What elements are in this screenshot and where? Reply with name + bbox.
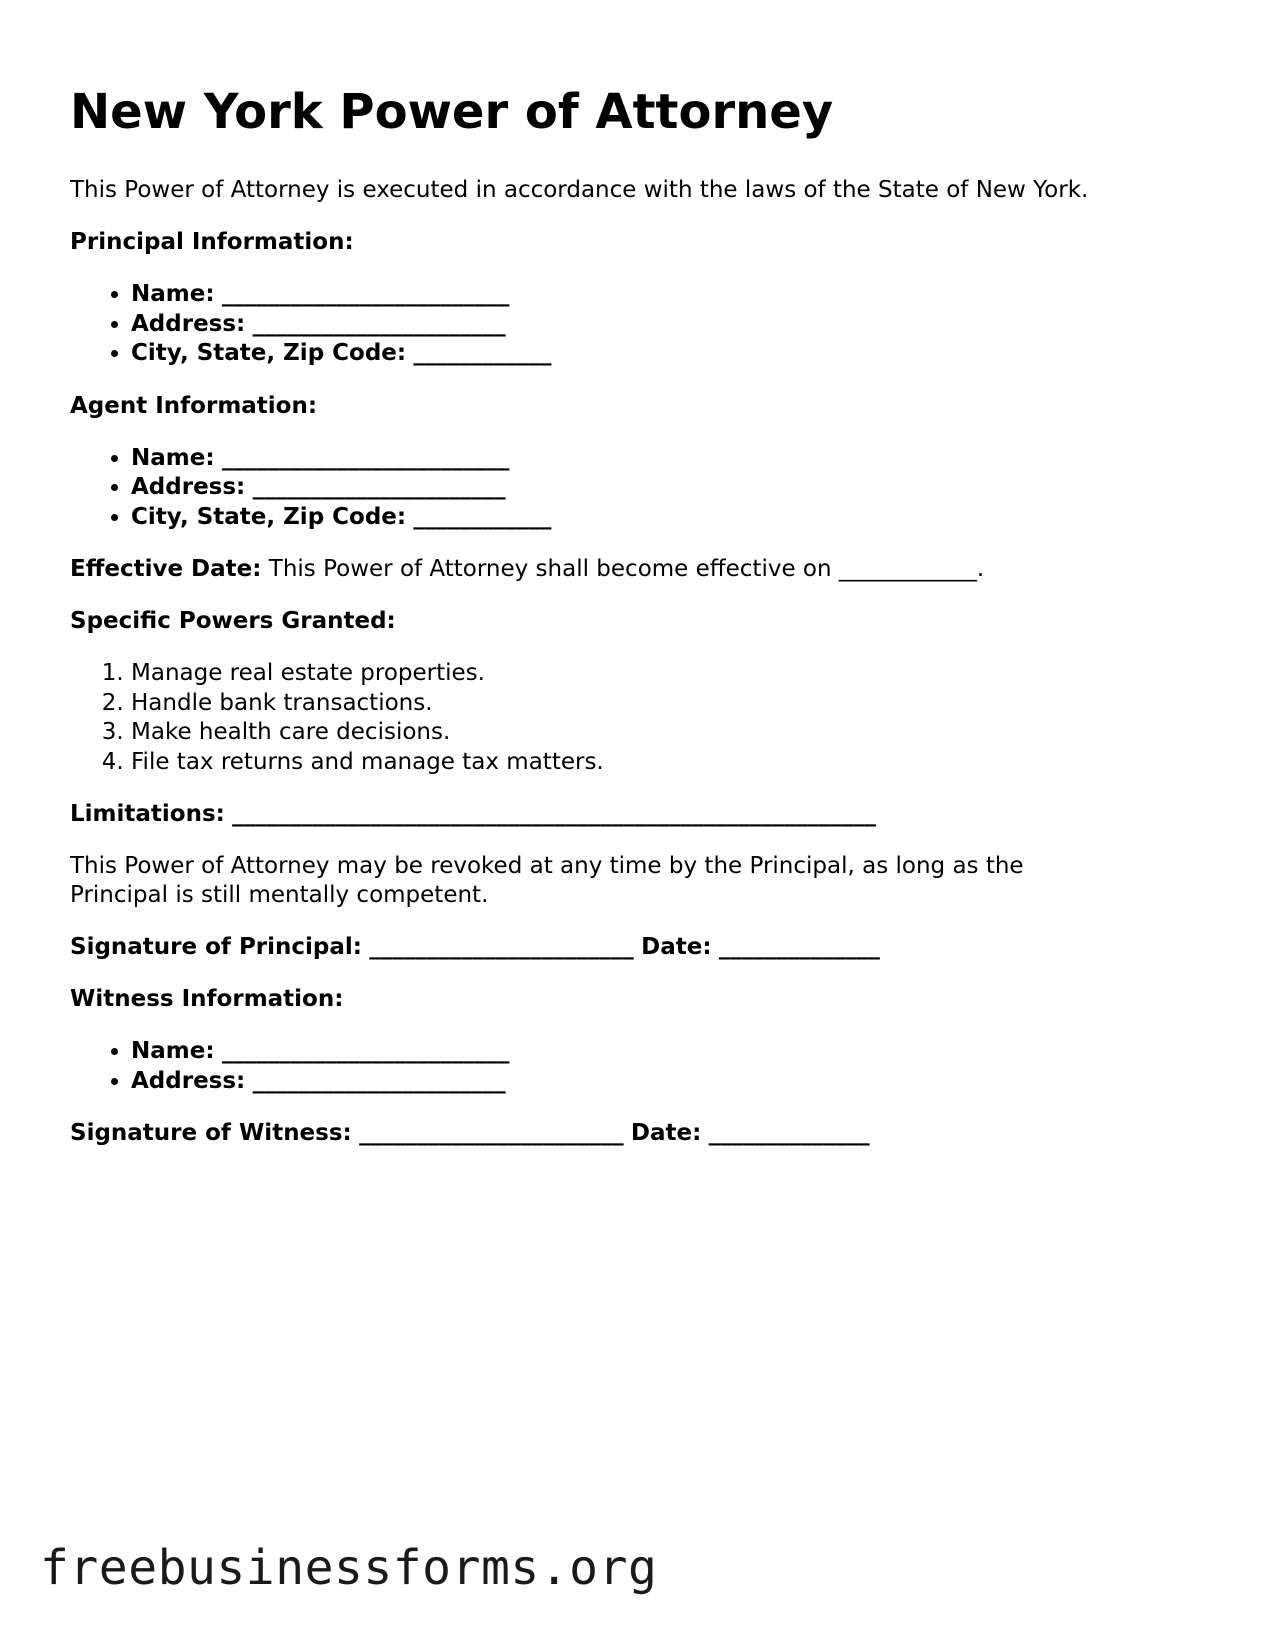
list-item	[131, 280, 1220, 310]
agent-city-label: City, State, Zip Code:	[131, 503, 407, 530]
witness-name-blank[interactable]: _________________________	[221, 1038, 510, 1064]
revocation-text: This Power of Attorney may be revoked at any time by the Principal, as long as the Principal is still mentally competent.	[70, 853, 1024, 908]
principal-city-label: City, State, Zip Code:	[131, 340, 407, 366]
principal-name-label: Name:	[131, 281, 215, 307]
site-watermark: freebusinessforms.org	[40, 1540, 658, 1596]
principal-address-label: Address:	[131, 310, 246, 337]
principal-date-label: Date:	[641, 934, 712, 960]
witness-info-list	[70, 1037, 1220, 1096]
agent-info-list	[70, 444, 1220, 533]
witness-signature-blank[interactable]: _______________________	[359, 1120, 624, 1146]
principal-heading: Principal Information:	[70, 229, 354, 255]
list-item	[131, 1037, 1220, 1067]
witness-date-label: Date:	[630, 1120, 702, 1146]
list-item: 3. Make health care decisions.	[131, 718, 1220, 748]
list-item	[131, 503, 1220, 533]
agent-city-blank[interactable]: ____________	[413, 503, 552, 530]
list-item	[131, 473, 1220, 503]
powers-list	[70, 659, 1220, 777]
agent-address-blank[interactable]: ______________________	[252, 474, 506, 500]
document-page	[70, 84, 1220, 1171]
list-item	[131, 1067, 1220, 1097]
effective-date-blank[interactable]: ____________	[838, 556, 977, 582]
agent-name-blank[interactable]: _________________________	[221, 444, 510, 471]
witness-signature-label: Signature of Witness:	[70, 1120, 352, 1146]
list-item: 1. Manage real estate properties.	[131, 659, 1220, 689]
limitations-line	[70, 800, 1220, 829]
agent-address-label: Address:	[131, 474, 246, 500]
witness-address-label: Address:	[131, 1067, 246, 1094]
witness-date-blank[interactable]: ______________	[708, 1120, 870, 1146]
principal-name-blank[interactable]: _________________________	[221, 281, 510, 307]
agent-name-label: Name:	[131, 444, 215, 471]
list-item	[131, 444, 1220, 474]
limitations-label: Limitations:	[70, 801, 225, 827]
intro-text: This Power of Attorney is executed in accordance with the laws of the State of New York.	[70, 177, 1089, 203]
witness-name-label: Name:	[131, 1038, 215, 1064]
effective-date-line	[70, 555, 1220, 584]
list-item	[131, 310, 1220, 340]
witness-address-blank[interactable]: ______________________	[252, 1067, 506, 1094]
effective-date-label: Effective Date:	[70, 556, 262, 582]
list-item: 4. File tax returns and manage tax matters.	[131, 748, 1220, 778]
principal-city-blank[interactable]: ____________	[413, 340, 552, 366]
principal-signature-blank[interactable]: _______________________	[369, 934, 634, 960]
powers-heading: Specific Powers Granted:	[70, 608, 396, 634]
witness-heading: Witness Information:	[70, 986, 344, 1012]
principal-signature-line	[70, 933, 1220, 962]
effective-date-period: .	[976, 556, 985, 582]
document-title: New York Power of Attorney	[70, 84, 834, 140]
principal-signature-label: Signature of Principal:	[70, 934, 362, 960]
principal-info-list	[70, 280, 1220, 369]
witness-signature-line	[70, 1119, 1220, 1148]
principal-address-blank[interactable]: ______________________	[252, 310, 506, 337]
agent-heading: Agent Information:	[70, 392, 318, 419]
limitations-blank[interactable]: ________________________________________________________	[232, 801, 877, 827]
list-item	[131, 339, 1220, 369]
list-item: 2. Handle bank transactions.	[131, 689, 1220, 719]
principal-date-blank[interactable]: ______________	[718, 934, 880, 960]
effective-date-text: This Power of Attorney shall become effective on	[268, 556, 832, 582]
